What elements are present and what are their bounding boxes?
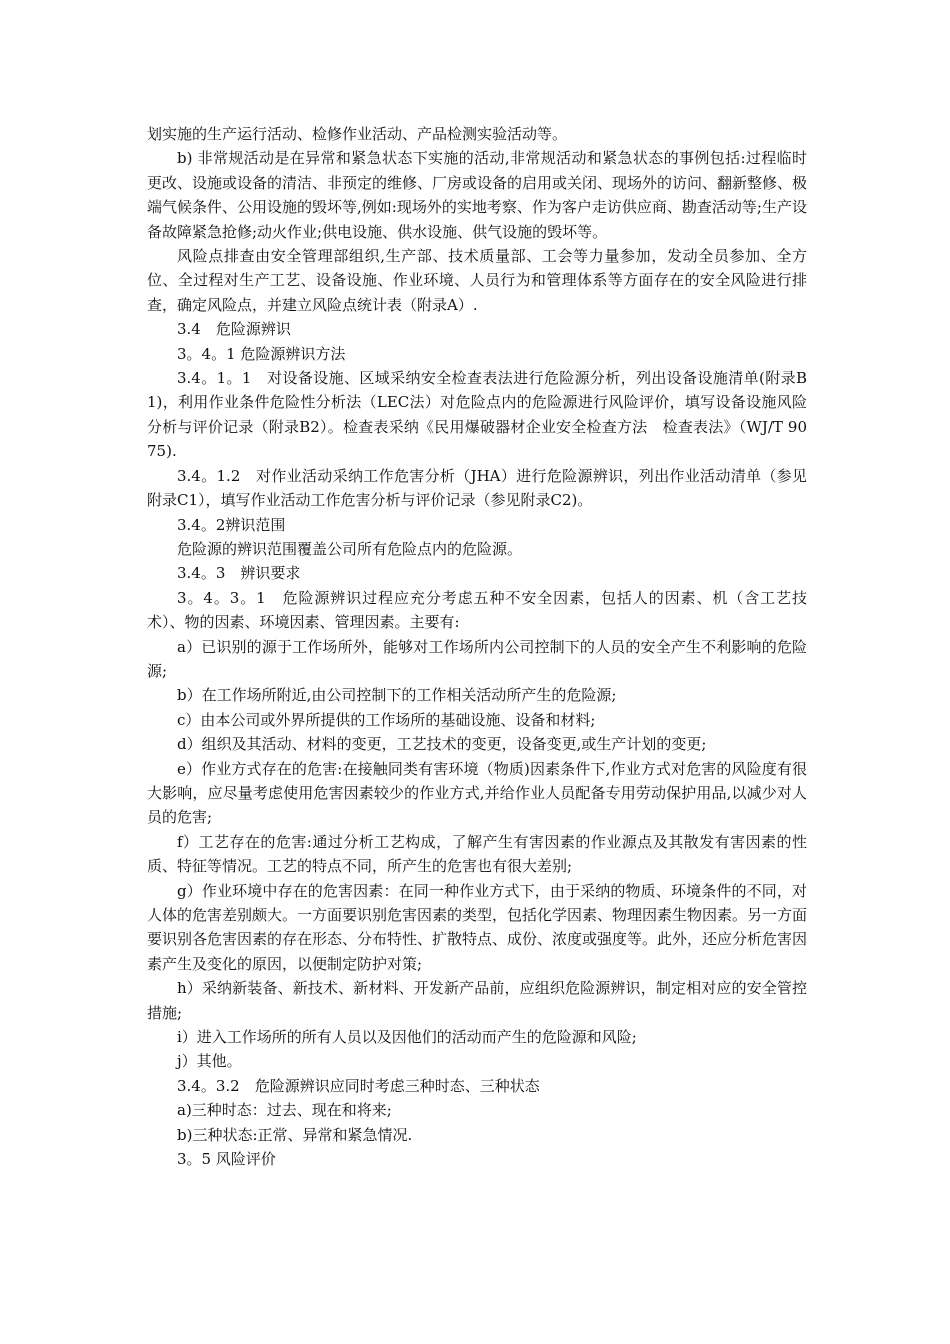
section-heading-3-4-3: 3.4。3 辨识要求 — [177, 564, 301, 583]
paragraph-3: 风险点排查由安全管理部组织,生产部、技术质量部、工会等力量参加，发动全员参加、全方位、全过程对生产工艺、设备设施、作业环境、人员行为和管理体系等方面存在的安全风险进行排查，确定风险点，并建立风险点统计表（附录A）. — [147, 247, 807, 314]
section-heading-3-4: 3.4 危险源辨识 — [177, 320, 291, 339]
paragraph-3-4-1-1: 3.4。1。1 对设备设施、区域采纳安全检查表法进行危险源分析，列出设备设施清单(附录B1)，利用作业条件危险性分析法（LEC法）对危险点内的危险源进行风险评价，填写设备设施风险分析与评价记录（附录B2）。检查表采纳《民用爆破器材企业安全检查方法 检查表法》（WJ/T 9075). — [147, 369, 807, 461]
list-item-f: f）工艺存在的危害:通过分析工艺构成，了解产生有害因素的作业源点及其散发有害因素的性质、特征等情况。工艺的特点不同，所产生的危害也有很大差别; — [147, 832, 807, 876]
paragraph-scope: 危险源的辨识范围覆盖公司所有危险点内的危险源。 — [177, 539, 523, 558]
section-heading-3-4-1: 3。4。1 危险源辨识方法 — [177, 344, 346, 363]
list-item-e: e）作业方式存在的危害:在接触同类有害环境（物质)因素条件下,作业方式对危害的风险度有很大影响，应尽量考虑使用危害因素较少的作业方式,并给作业人员配备专用劳动保护用品,以减少对人员的危害; — [147, 759, 807, 827]
list-item-h: h）采纳新装备、新技术、新材料、开发新产品前，应组织危险源辨识，制定相对应的安全管控措施; — [147, 979, 807, 1022]
paragraph-3-4-3-1: 3。4。3。1 危险源辨识过程应充分考虑五种不安全因素，包括人的因素、机（含工艺技术）、物的因素、环境因素、管理因素。主要有: — [147, 588, 807, 632]
paragraph-3-4-1-2: 3.4。1.2 对作业活动采纳工作危害分析（JHA）进行危险源辨识，列出作业活动清单（参见附录C1），填写作业活动工作危害分析与评价记录（参见附录C2)。 — [147, 466, 807, 510]
list-item-j: j）其他。 — [177, 1052, 242, 1071]
list-item-i: i）进入工作场所的所有人员以及因他们的活动而产生的危险源和风险; — [177, 1028, 637, 1047]
paragraph-2: b) 非常规活动是在异常和紧急状态下实施的活动,非常规活动和紧急状态的事例包括:过程临时更改、设施或设备的清洁、非预定的维修、厂房或设备的启用或关闭、现场外的访问、翻新整修、极端气候条件、公用设施的毁坏等,例如:现场外的实地考察、作为客户走访供应商、勘查活动等;生产设备故障紧急抢修;动火作业;供电设施、供水设施、供气设施的毁坏等。 — [147, 149, 808, 241]
paragraph-3-4-3-2: 3.4。3.2 危险源辨识应同时考虑三种时态、三种状态 — [177, 1076, 540, 1095]
section-heading-3-4-2: 3.4。2辨识范围 — [177, 515, 286, 534]
list-item-g: g）作业环境中存在的危害因素：在同一种作业方式下，由于采纳的物质、环境条件的不同，对人体的危害差别颇大。一方面要识别危害因素的类型，包括化学因素、物理因素生物因素。另一方面要识别各危害因素的存在形态、分布特性、扩散特点、成份、浓度或强度等。此外，还应分析危害因素产生及变化的原因，以便制定防护对策; — [147, 881, 808, 973]
list-item-three-states: b)三种状态:正常、异常和紧急情况. — [177, 1125, 413, 1144]
list-item-b: b）在工作场所附近,由公司控制下的工作相关活动所产生的危险源; — [177, 686, 617, 705]
list-item-d: d）组织及其活动、材料的变更，工艺技术的变更，设备变更,或生产计划的变更; — [177, 735, 707, 754]
section-heading-3-5: 3。5 风险评价 — [177, 1150, 276, 1169]
list-item-c: c）由本公司或外界所提供的工作场所的基础设施、设备和材料; — [177, 710, 596, 729]
list-item-a: a）已识别的源于工作场所外，能够对工作场所内公司控制下的人员的安全产生不利影响的危险源; — [147, 637, 807, 680]
paragraph-1: 划实施的生产运行活动、检修作业活动、产品检测实验活动等。 — [147, 125, 568, 143]
document-page — [147, 122, 807, 1171]
list-item-three-tenses: a)三种时态：过去、现在和将来; — [177, 1101, 392, 1120]
